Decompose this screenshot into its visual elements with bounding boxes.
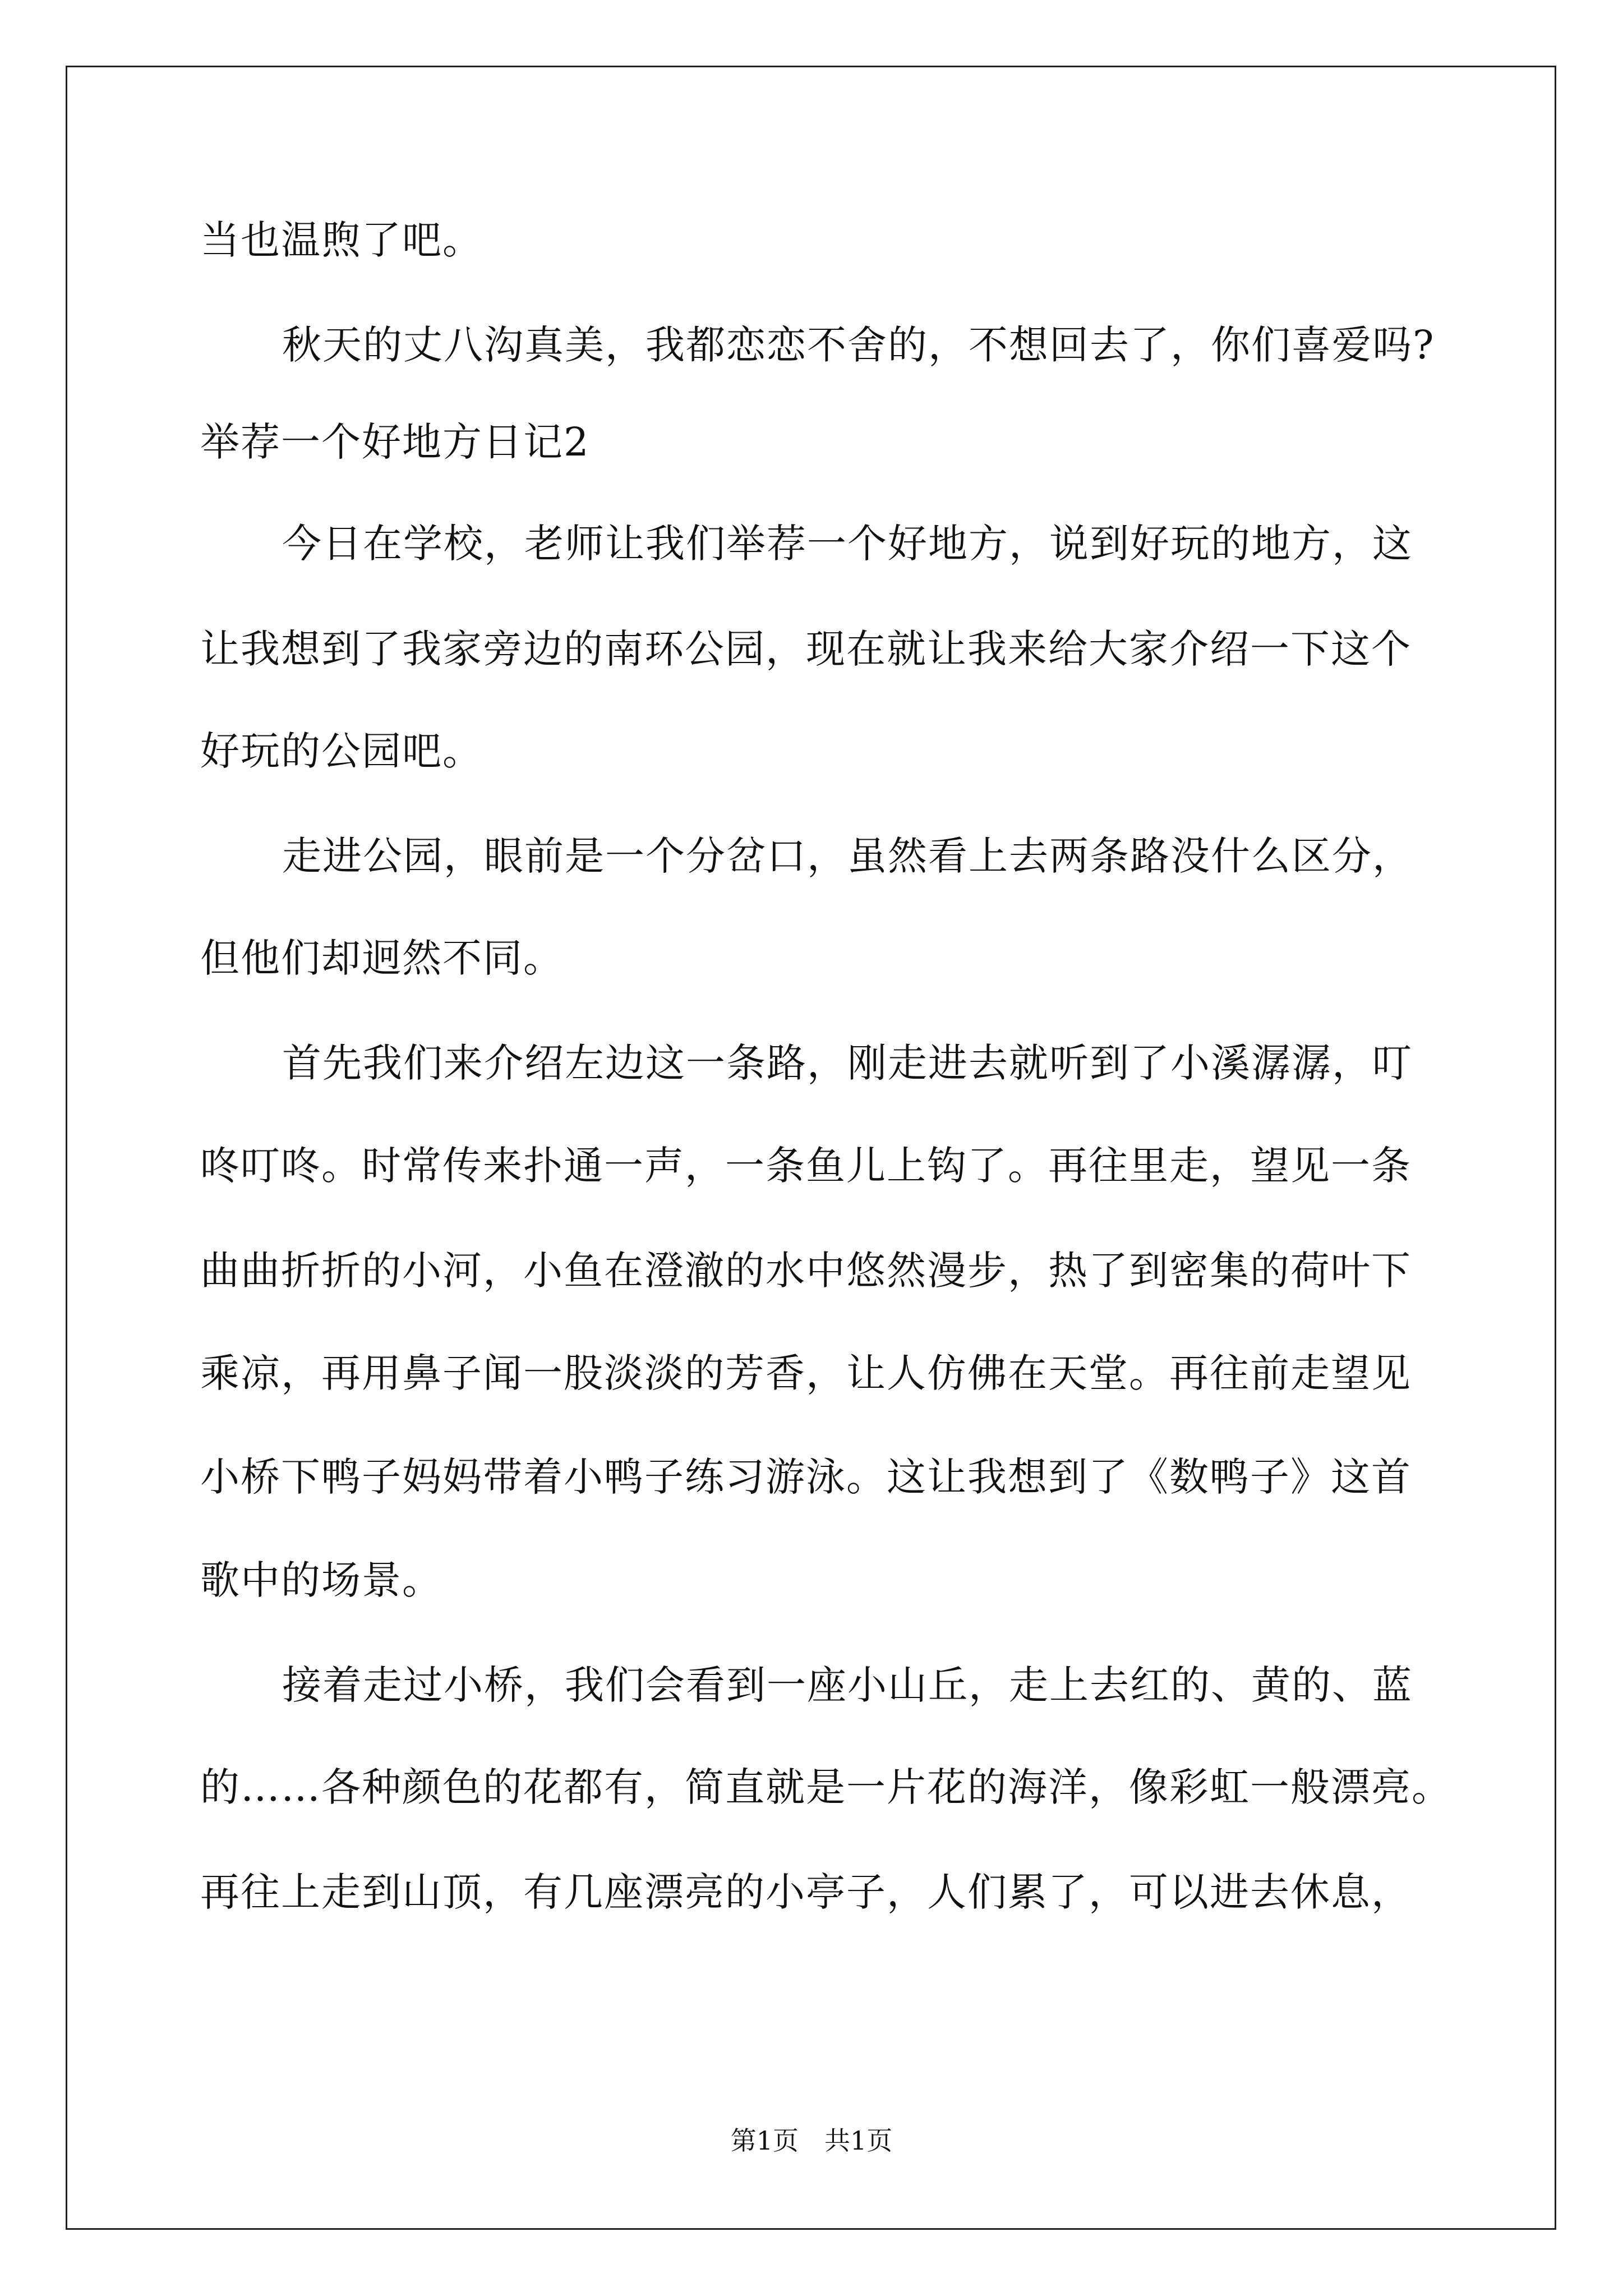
text-line: 曲曲折折的小河，小鱼在澄澈的水中悠然漫步，热了到密集的荷叶下 xyxy=(200,1248,1412,1294)
text-line: 咚叮咚。时常传来扑通一声，一条鱼儿上钩了。再往里走，望见一条 xyxy=(200,1143,1412,1189)
text-line: 首先我们来介绍左边这一条路，刚走进去就听到了小溪潺潺，叮 xyxy=(282,1040,1413,1086)
page-footer: 第1页 共1页 xyxy=(730,2125,893,2156)
text-line: 再往上走到山顶，有几座漂亮的小亭子，人们累了，可以进去休息， xyxy=(200,1869,1412,1915)
text-line: 秋天的丈八沟真美，我都恋恋不舍的，不想回去了，你们喜爱吗? xyxy=(282,322,1435,368)
text-line: 乘凉，再用鼻子闻一股淡淡的芳香，让人仿佛在天堂。再往前走望见 xyxy=(200,1350,1412,1396)
text-line: 今日在学校，老师让我们举荐一个好地方，说到好玩的地方，这 xyxy=(282,521,1413,567)
text-line: 歌中的场景。 xyxy=(200,1557,442,1603)
text-line: 小桥下鸭子妈妈带着小鸭子练习游泳。这让我想到了《数鸭子》这首 xyxy=(200,1454,1412,1500)
text-line: 走进公园，眼前是一个分岔口，虽然看上去两条路没什么区分， xyxy=(282,833,1413,879)
text-line: 好玩的公园吧。 xyxy=(200,728,483,774)
section-heading: 举荐一个好地方日记2 xyxy=(200,419,590,465)
text-line: 但他们却迥然不同。 xyxy=(200,935,564,981)
text-line: 当也温煦了吧。 xyxy=(200,217,483,263)
text-line: 的……各种颜色的花都有，简直就是一片花的海洋，像彩虹一般漂亮。 xyxy=(200,1764,1452,1810)
text-line: 接着走过小桥，我们会看到一座小山丘，走上去红的、黄的、蓝 xyxy=(282,1662,1413,1708)
text-line: 让我想到了我家旁边的南环公园，现在就让我来给大家介绍一下这个 xyxy=(200,626,1412,672)
